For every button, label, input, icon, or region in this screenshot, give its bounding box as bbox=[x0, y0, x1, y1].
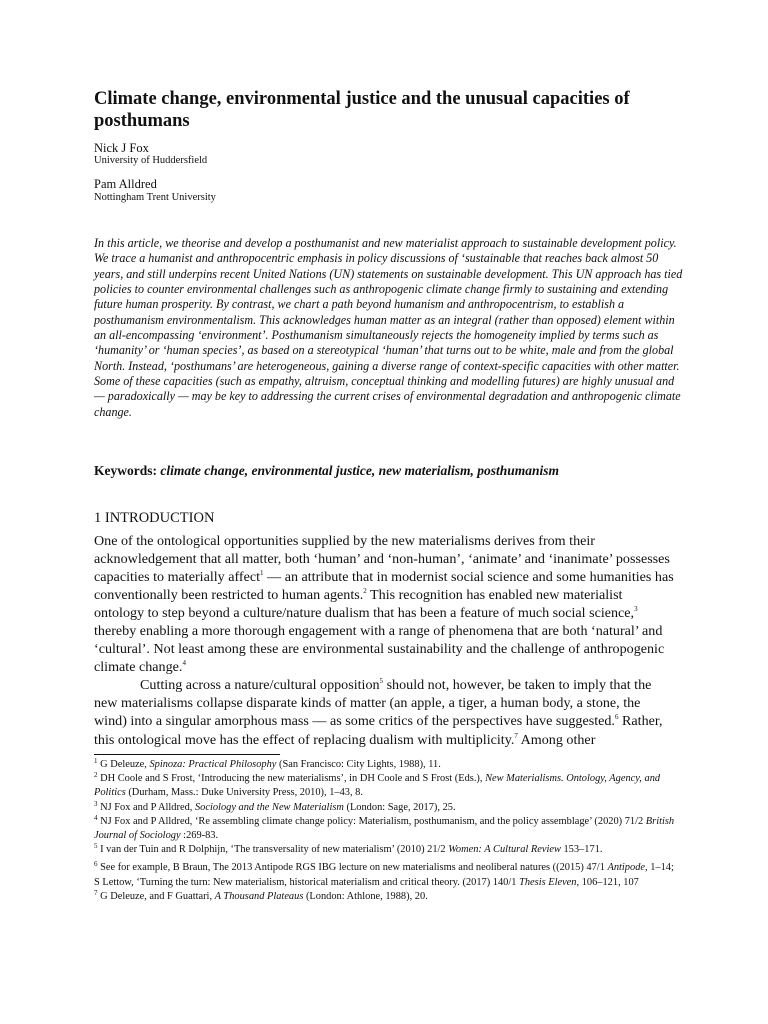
footnote: $^5$ I van der Tuin and R Dolphijn, ‘The transversality of new materialism’ (2010) 21/2 Women: A Cultural Review 153–171. bbox=[94, 842, 603, 856]
footnote: $^1$ G Deleuze, Spinoza: Practical Philosophy (San Francisco: City Lights, 1988), 11. bbox=[94, 757, 441, 770]
footnote-ref[interactable]: 5 bbox=[379, 677, 384, 686]
footnote-ref[interactable]: 7 bbox=[514, 731, 518, 740]
footnote: $^3$ NJ Fox and P Alldred, Sociology and the New Materialism (London: Sage, 2017), 25. bbox=[94, 799, 456, 813]
footnote-ref[interactable]: 6 bbox=[614, 713, 619, 722]
paragraph: Cutting across a nature/cultural opposition$^5$ should not, however, be taken to imply that the new materialisms collapse disparate kinds of matter (an apple, a tiger, a human body, a stone, the wind) into a singular amorphous mass — as some critics of the perspectives have suggested.$^6$ Rather, this ontological move has the effect of replacing dualism with multiplicity.$^7$ Among other bbox=[94, 677, 663, 748]
paragraph: One of the ontological opportunities supplied by the new materialisms derives from their acknowledgement that all matter, both ‘human’ and ‘non-human’, ‘animate’ and ‘inanimate’ possesses capacities to materially affect$^1$ — an attribute that in modernist social science and some humanities has conventionally been restricted to human agents.$^2$ This recognition has enabled new materialist ontology to step beyond a culture/nature dualism that has been a feature of much social science,$^3$ thereby enabling a more thorough engagement with a range of phenomena that are both ‘natural’ and ‘cultural’. Not least among these are environmental sustainability and the challenge of anthropogenic climate change.$^4$ bbox=[94, 533, 674, 676]
footnote-number: 6 bbox=[94, 860, 98, 869]
section-heading: 1 INTRODUCTION bbox=[94, 510, 215, 526]
paper-title: Climate change, environmental justice and the unusual capacities of posthumans bbox=[94, 89, 630, 131]
footnote-ref[interactable]: 4 bbox=[182, 659, 186, 668]
footnote: $^7$ G Deleuze, and F Guattari, A Thousand Plateaus (London: Athlone, 1988), 20. bbox=[94, 888, 428, 902]
keywords bbox=[94, 462, 694, 479]
footnotes bbox=[94, 758, 676, 904]
author-affiliation: Nottingham Trent University bbox=[94, 192, 216, 203]
footnote-divider bbox=[94, 754, 280, 755]
footnote: $^4$ NJ Fox and P Alldred, ‘Re assembling climate change policy: Materialism, posthumanism, and the policy assemblage’ (2020) 71/2 British Journal of Sociology :269-83. bbox=[94, 813, 675, 842]
footnote-ref[interactable]: 2 bbox=[363, 587, 367, 596]
keywords-list: climate change, environmental justice, new materialism, posthumanism bbox=[160, 463, 560, 478]
footnote-number: 2 bbox=[94, 771, 98, 780]
footnote-ref[interactable]: 1 bbox=[260, 569, 264, 578]
footnote-number: 7 bbox=[94, 888, 98, 897]
author-affiliation: University of Huddersfield bbox=[94, 155, 208, 166]
body-text bbox=[94, 532, 676, 749]
footnote-number: 4 bbox=[94, 813, 98, 822]
footnote: $^6$ See for example, B Braun, The 2013 Antipode RGS IBG lecture on new materialisms and neoliberal natures ((2015) 47/1 Antipode, 1–14; S Lettow, ‘Turning the turn: New materialism, historical materialism and critical theory. (2017) 140/1 Thesis Eleven, 106–121, 107 bbox=[94, 860, 674, 888]
author-name: Pam Alldred bbox=[94, 177, 157, 191]
abstract: In this article, we theorise and develop a posthumanist and new materialist approach to sustainable development policy. We trace a humanist and anthropocentric emphasis in policy discussions of ‘sustainable that reaches back almost 50 years, and still underpins recent United Nations (UN) statements on sustainable development. This UN approach has tied policies to counter environmental challenges such as anthropogenic climate change firmly to sustaining and extending future human prosperity. By contrast, we chart a path beyond humanism and anthropocentrism, to establish a posthumanism environmentalism. This acknowledges human matter as an integral (rather than opposed) element within an all-encompassing ‘environment’. Posthumanism simultaneously rejects the homogeneity implied by terms such as ‘humanity’ or ‘human species’, as based on a stereotypical ‘human’ that turns out to be white, male and from the global North. Instead, ‘posthumans’ are heterogeneous, gaining a diverse range of context-specific capacities with other matter. Some of these capacities (such as empathy, altruism, conceptual thinking and modelling futures) are highly unusual and— paradoxically — may be key to addressing the current crises of environmental degradation and anthropogenic climate change. bbox=[94, 236, 683, 419]
footnote-ref[interactable]: 3 bbox=[634, 605, 638, 614]
footnote-number: 5 bbox=[94, 842, 98, 851]
keywords-label: Keywords: bbox=[94, 463, 157, 478]
footnote-number: 3 bbox=[94, 799, 98, 808]
author-name: Nick J Fox bbox=[94, 141, 149, 155]
footnote-number: 1 bbox=[94, 757, 98, 765]
footnote: $^2$ DH Coole and S Frost, ‘Introducing the new materialisms’, in DH Coole and S Frost (Eds.), New Materialisms. Ontology, Agency, and Politics (Durham, Mass.: Duke University Press, 2010), 1–43, 8. bbox=[94, 771, 661, 799]
